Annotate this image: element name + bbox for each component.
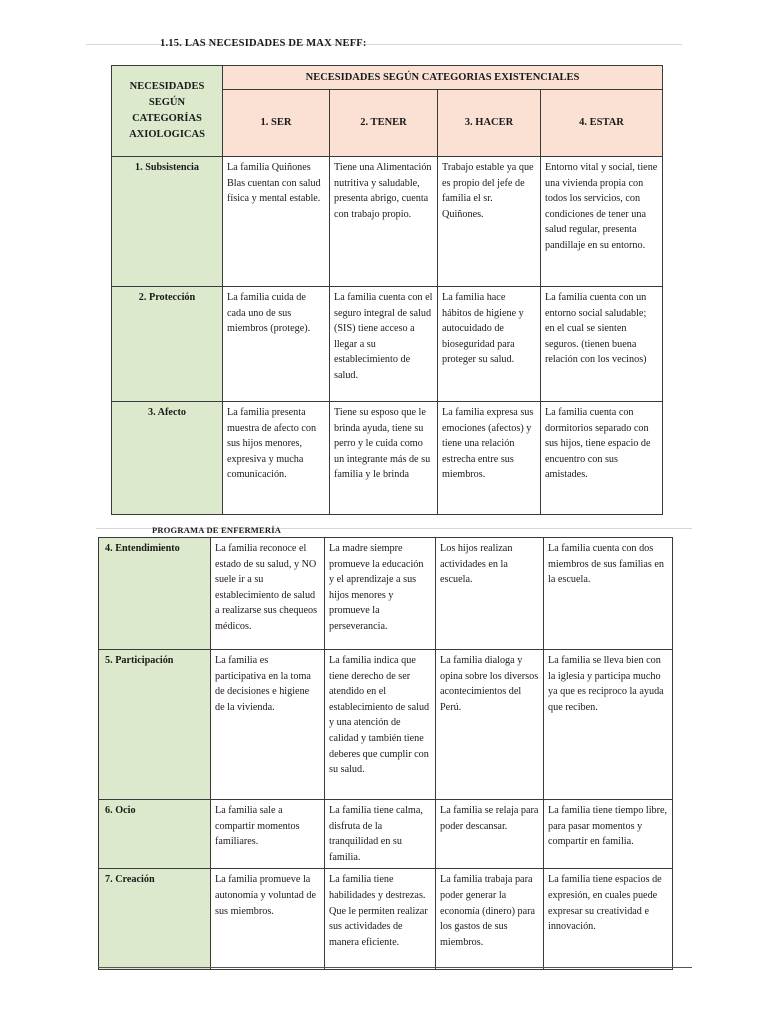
table-cell: La familia expresa sus emociones (afectos) y tiene una relación estrecha entre sus miembros. <box>438 402 541 515</box>
table-cell: Tiene su esposo que le brinda ayuda, tiene su perro y le cuida como un integrante más de su familia y le brinda <box>330 402 438 515</box>
column-header-tener: 2. TENER <box>330 90 438 157</box>
existential-categories-header: NECESIDADES SEGÚN CATEGORIAS EXISTENCIALES <box>223 66 663 90</box>
column-header-hacer: 3. HACER <box>438 90 541 157</box>
table-cell: La familia dialoga y opina sobre los diversos acontecimientos del Perú. <box>436 650 544 800</box>
row-label-entendimiento: 4. Entendimiento <box>99 538 211 650</box>
table-row <box>99 650 673 800</box>
table-row <box>112 287 663 402</box>
axiological-categories-header: NECESIDADES SEGÚN CATEGORÍAS AXIOLOGICAS <box>112 66 223 157</box>
table-cell: La familia cuenta con el seguro integral de salud (SIS) tiene acceso a llegar a su establecimiento de salud. <box>330 287 438 402</box>
table-cell: La familia trabaja para poder generar la economía (dinero) para los gastos de sus miembros. <box>436 869 544 970</box>
table-row <box>99 869 673 970</box>
table-cell: La familia reconoce el estado de su salud, y NO suele ir a su establecimiento de salud a realizarse sus chequeos médicos. <box>211 538 325 650</box>
max-neef-needs-table-part-1 <box>111 65 663 515</box>
row-label-participacion: 5. Participación <box>99 650 211 800</box>
table-cell: La familia indica que tiene derecho de ser atendido en el establecimiento de salud y una atención de calidad y también tiene deberes que cumplir con su salud. <box>325 650 436 800</box>
table-cell: La familia sale a compartir momentos familiares. <box>211 800 325 869</box>
table-cell: La familia tiene espacios de expresión, en cuales puede expresar su creatividad e innovación. <box>544 869 673 970</box>
table-cell: La familia cuida de cada uno de sus miembros (protege). <box>223 287 330 402</box>
table-cell: Trabajo estable ya que es propio del jefe de familia el sr. Quiñones. <box>438 157 541 287</box>
column-header-ser: 1. SER <box>223 90 330 157</box>
table-row <box>112 402 663 515</box>
table-cell: Tiene una Alimentación nutritiva y saludable, presenta abrigo, cuenta con trabajo propio. <box>330 157 438 287</box>
table-cell: La familia presenta muestra de afecto con sus hijos menores, expresiva y mucha comunicación. <box>223 402 330 515</box>
column-header-estar: 4. ESTAR <box>541 90 663 157</box>
program-header: PROGRAMA DE ENFERMERÍA <box>152 525 282 535</box>
table-cell: La familia cuenta con un entorno social saludable; en el cual se sienten seguros. (tienen buena relación con los vecinos) <box>541 287 663 402</box>
table-cell: La familia promueve la autonomía y voluntad de sus miembros. <box>211 869 325 970</box>
table-cell: Los hijos realizan actividades en la escuela. <box>436 538 544 650</box>
row-label-subsistencia: 1. Subsistencia <box>112 157 223 287</box>
row-label-proteccion: 2. Protección <box>112 287 223 402</box>
table-cell: La familia tiene calma, disfruta de la tranquilidad en su familia. <box>325 800 436 869</box>
table-row <box>112 157 663 287</box>
row-label-creacion: 7. Creación <box>99 869 211 970</box>
table-cell: La familia cuenta con dos miembros de sus familias en la escuela. <box>544 538 673 650</box>
table-cell: La familia cuenta con dormitorios separado con sus hijos, tiene espacio de encuentro con sus amistades. <box>541 402 663 515</box>
page-bottom-rule <box>98 967 692 968</box>
max-neef-needs-table-part-2 <box>98 537 673 970</box>
row-label-ocio: 6. Ocio <box>99 800 211 869</box>
table-cell: La familia hace hábitos de higiene y autocuidado de bioseguridad para proteger su salud. <box>438 287 541 402</box>
table-cell: La familia se relaja para poder descansar. <box>436 800 544 869</box>
table-row <box>99 538 673 650</box>
table-cell: La familia tiene habilidades y destrezas. Que le permiten realizar sus actividades de manera eficiente. <box>325 869 436 970</box>
table-cell: La familia Quiñones Blas cuentan con salud física y mental estable. <box>223 157 330 287</box>
section-title: 1.15. LAS NECESIDADES DE MAX NEFF: <box>160 38 367 49</box>
row-label-afecto: 3. Afecto <box>112 402 223 515</box>
table-cell: La familia se lleva bien con la iglesia y participa mucho ya que es reciproco la ayuda que reciben. <box>544 650 673 800</box>
table-row <box>99 800 673 869</box>
table-cell: La familia es participativa en la toma de decisiones e higiene de la vivienda. <box>211 650 325 800</box>
table-cell: La familia tiene tiempo libre, para pasar momentos y compartir en familia. <box>544 800 673 869</box>
table-cell: La madre siempre promueve la educación y el aprendizaje a sus hijos menores y promueve la perseverancia. <box>325 538 436 650</box>
table-cell: Entorno vital y social, tiene una vivienda propia con todos los servicios, con condiciones de tener una salud regular, presenta pandillaje en su entorno. <box>541 157 663 287</box>
